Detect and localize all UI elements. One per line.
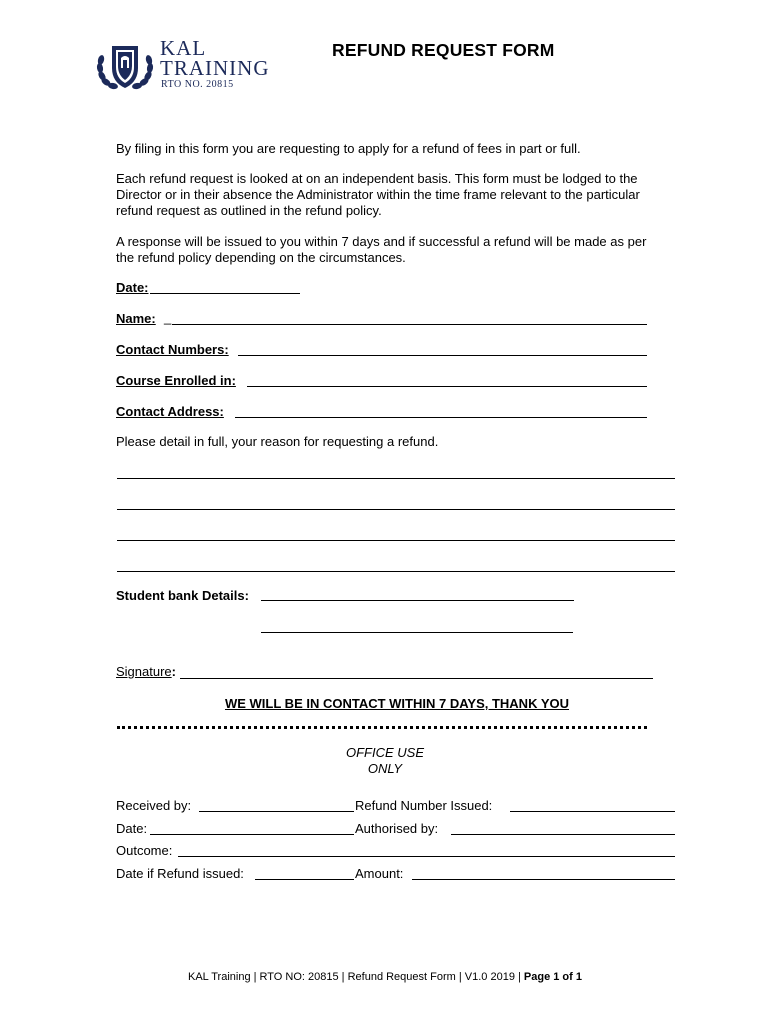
reason-line[interactable] [117,478,675,479]
dotted-divider [117,726,647,729]
reason-line[interactable] [117,571,675,572]
office-date-field[interactable] [150,834,354,835]
outcome-field[interactable] [178,856,675,857]
logo-line-2: TRAINING [160,56,270,80]
signature-field[interactable] [180,678,653,679]
refund-number-label: Refund Number Issued: [355,798,493,813]
contact-notice: WE WILL BE IN CONTACT WITHIN 7 DAYS, THANK YOU [224,696,570,711]
received-by-label: Received by: [116,798,192,813]
date-refund-field[interactable] [255,879,354,880]
reason-line[interactable] [117,540,675,541]
name-label: Name: [116,311,156,326]
amount-label: Amount: [355,866,404,881]
outcome-label: Outcome: [116,843,173,858]
office-use-line-2: ONLY [367,761,403,776]
crest-icon [94,38,156,94]
authorised-by-label: Authorised by: [355,821,439,836]
authorised-by-field[interactable] [451,834,675,835]
intro-paragraph: By filing in this form you are requesting to apply for a refund of fees in part or full. [116,141,581,156]
refund-number-field[interactable] [510,811,675,812]
page-footer: KAL Training | RTO NO: 20815 | Refund Request Form | V1.0 2019 | Page 1 of 1 [188,971,582,983]
date-field[interactable] [150,293,300,294]
name-extra-mark: _ [164,310,172,325]
bank-details-field-2[interactable] [261,632,573,633]
logo-rto-number: RTO NO. 20815 [161,79,234,90]
contact-numbers-label: Contact Numbers: [116,342,229,357]
reason-prompt: Please detail in full, your reason for requesting a refund. [116,434,439,449]
reason-line[interactable] [117,509,675,510]
bank-details-field[interactable] [261,600,574,601]
course-enrolled-label: Course Enrolled in: [116,373,236,388]
bank-details-label: Student bank Details: [116,588,249,603]
office-date-label: Date: [116,821,148,836]
received-by-field[interactable] [199,811,354,812]
contact-address-field[interactable] [235,417,647,418]
date-refund-label: Date if Refund issued: [116,866,244,881]
name-field[interactable] [172,324,647,325]
page-title: REFUND REQUEST FORM [332,40,555,60]
logo-line-1: KAL [160,36,207,60]
response-paragraph: A response will be issued to you within 7 days and if successful a refund will be made as per the refund policy depending on the circumstances. [116,234,647,265]
contact-address-label: Contact Address: [116,404,224,419]
process-paragraph: Each refund request is looked at on an independent basis. This form must be lodged to the Director or in their absence the Administrator within the time frame relevant to the particular refund request as outlined in the refund policy. [116,171,640,218]
contact-numbers-field[interactable] [238,355,647,356]
amount-field[interactable] [412,879,675,880]
date-label: Date: [116,280,149,295]
course-enrolled-field[interactable] [247,386,647,387]
signature-label: Signature: [116,664,176,679]
office-use-line-1: OFFICE USE [345,745,424,760]
